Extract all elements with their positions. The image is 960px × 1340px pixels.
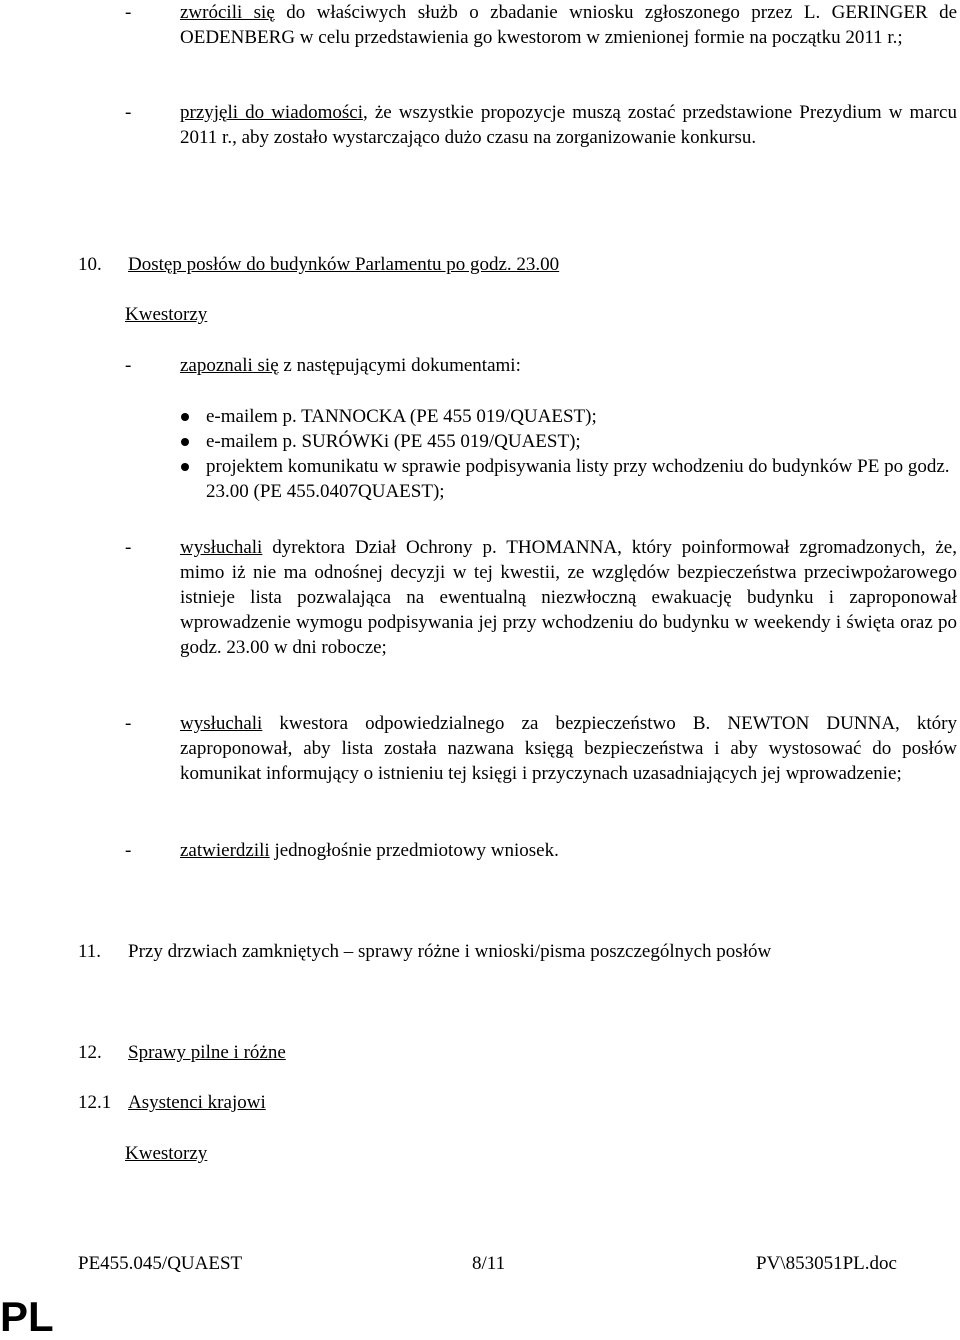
section-title: Przy drzwiach zamkniętych – sprawy różne i wnioski/pisma poszczególnych posłów — [128, 941, 772, 962]
section-title: Dostęp posłów do budynków Parlamentu po godz. 23.00 — [128, 254, 560, 275]
section-10-item-3: - wysłuchali kwestora odpowiedzialnego za bezpieczeństwo B. NEWTON DUNNA, który zaproponował, aby lista została nazwana księgą bezpieczeństwa i aby wystosować do posłów komunikat informujący o istnieniu tej księgi i przyczynach uzasadniających jej wprowadzenie; — [125, 713, 957, 784]
item-verb: zapoznali się — [180, 355, 279, 376]
section-number: 11. — [78, 941, 102, 962]
section-10-heading — [78, 252, 559, 277]
item-text: kwestora odpowiedzialnego za bezpieczeństwo B. NEWTON DUNNA, który zaproponował, aby lista została nazwana księgą bezpieczeństwa i aby wystosować do posłów komunikat informujący o istnieniu tej księgi i przyczynach uzasadniających jej wprowadzenie; — [180, 713, 957, 784]
item-text: , że wszystkie propozycje muszą zostać przedstawione Prezydium w marcu 2011 r., aby zostało wystarczająco dużo czasu na zorganizowanie konkursu. — [180, 102, 957, 148]
item-text: do właściwych służb o zbadanie wniosku zgłoszonego przez L. GERINGER de OEDENBERG w celu przedstawienia go kwestorom w zmienionej formie na początku 2011 r.; — [180, 2, 958, 48]
intro-item-1: - zwrócili się do właściwych służb o zbadanie wniosku zgłoszonego przez L. GERINGER de OEDENBERG w celu przedstawienia go kwestorom w zmienionej formie na początku 2011 r.; — [125, 2, 958, 48]
section-12-heading — [78, 1040, 286, 1065]
section-10-item-2: - wysłuchali dyrektora Dział Ochrony p. THOMANNA, który poinformował zgromadzonych, że, mimo iż nie ma odnośnej decyzji w tej kwestii, ze względów bezpieczeństwa przeciwpożarowego istnieje lista pozwalająca na ewentualną niezwłoczną ewakuację budynku i zaproponował wprowadzenie wymogu podpisywania jej przy wchodzeniu do budynku w weekendy i święta oraz po godz. 23.00 w dni robocze; — [125, 537, 957, 658]
item-verb: wysłuchali — [180, 537, 263, 558]
item-verb: przyjęli do wiadomości — [180, 102, 364, 123]
footer-page-number: 8/11 — [472, 1253, 506, 1274]
item-verb: zatwierdzili — [180, 840, 270, 861]
section-10-item-1: - zapoznali się z następującymi dokumentami: — [125, 355, 521, 376]
footer-reference: PE455.045/QUAEST — [78, 1253, 243, 1274]
language-code: PL — [0, 1293, 54, 1340]
documents-list — [180, 404, 957, 504]
section-number: 12.1 — [78, 1092, 112, 1113]
section-number: 12. — [78, 1042, 102, 1063]
document-item: e-mailem p. SURÓWKi (PE 455 019/QUAEST); — [180, 429, 957, 454]
section-10-item-4: - zatwierdzili jednogłośnie przedmiotowy wniosek. — [125, 840, 559, 861]
section-number: 10. — [78, 254, 102, 275]
footer-filename: PV\853051PL.doc — [756, 1253, 897, 1274]
document-item: e-mailem p. TANNOCKA (PE 455 019/QUAEST); — [180, 404, 957, 429]
document-item: projektem komunikatu w sprawie podpisywania listy przy wchodzeniu do budynków PE po godz. 23.00 (PE 455.0407QUAEST); — [180, 454, 957, 504]
item-text: dyrektora Dział Ochrony p. THOMANNA, który poinformował zgromadzonych, że, mimo iż nie ma odnośnej decyzji w tej kwestii, ze względów bezpieczeństwa przeciwpożarowego istnieje lista pozwalająca na ewentualną niezwłoczną ewakuację budynku i zaproponował wprowadzenie wymogu podpisywania jej przy wchodzeniu do budynku w weekendy i święta oraz po godz. 23.00 w dni robocze; — [180, 537, 957, 658]
item-text: z następującymi dokumentami: — [278, 355, 521, 376]
section-title: Asystenci krajowi — [128, 1092, 266, 1113]
intro-item-2: - przyjęli do wiadomości, że wszystkie propozycje muszą zostać przedstawione Prezydium w marcu 2011 r., aby zostało wystarczająco dużo czasu na zorganizowanie konkursu. — [125, 102, 957, 148]
section-12-1-heading — [78, 1090, 266, 1115]
item-verb: wysłuchali — [180, 713, 263, 734]
section-10-subheading: Kwestorzy — [125, 304, 208, 325]
item-verb: zwrócili się — [180, 2, 275, 23]
section-title: Sprawy pilne i różne — [128, 1042, 286, 1063]
item-text: jednogłośnie przedmiotowy wniosek. — [269, 840, 559, 861]
section-11-heading — [78, 939, 771, 964]
section-12-1-subheading: Kwestorzy — [125, 1143, 208, 1164]
